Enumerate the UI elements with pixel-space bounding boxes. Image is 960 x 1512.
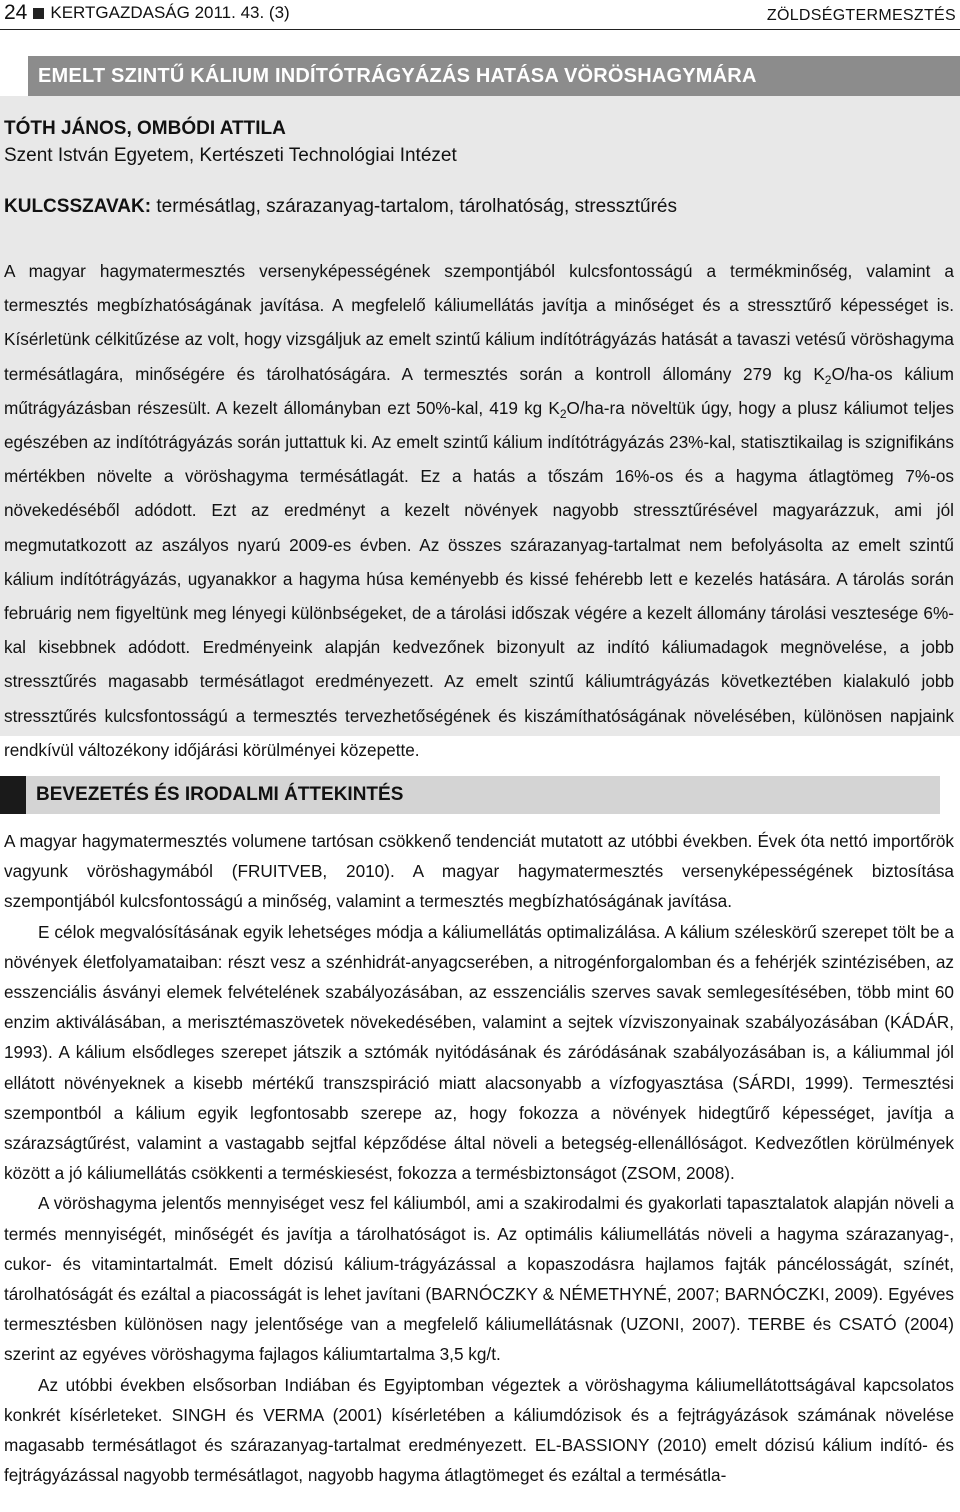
keywords bbox=[4, 194, 956, 220]
page-number: 24 bbox=[4, 1, 28, 24]
abstract-part-1: A magyar hagymatermesztés versenyképességének szempontjából kulcsfontosságú a termékminőség, valamint a termesztés megbízhatóságának javítása. A megfelelő káliumellátás javítja a minőséget és a stressztűrő képességet is. Kísérletünk célkitűzése az volt, hogy vizsgáljuk az emelt szintű kálium indítótrágyázás hatását a tavaszi vetésű vöröshagyma termésátlagára, minőségére és tárolhatóságára. A termesztés során a kontroll állomány 279 kg K bbox=[4, 261, 954, 384]
body-paragraph: E célok megvalósításának egyik lehetséges módja a káliumellátás optimalizálása. A kálium széleskörű szerepet tölt be a növények életfolyamataiban: részt vesz a szénhidrát-anyagcserében, a nitrogénforgalomban és a fehérjék szintézisében, az esszenciális ásványi elemek felvételének szabályozásában, az esszenciális szerves savak semlegesítésében, több mint 60 enzim aktiválásában, a merisztémaszövetek növekedésében, valamint a sejtek vízviszonyainak szabályozásában (KÁDÁR, 1993). A kálium elsődleges szerepet játszik a sztómák nyitódásának és záródásának szabályozásában is, a káliummal jól ellátott növényeknek a kisebb mértékű transzspiráció miatt alacsonyabb a vízfogyasztása (SÁRDI, 1999). Termesztési szempontból a kálium egyik legfontosabb szerepe az, hogy fokozza a növények hidegtűrő képességet, javítja a szárazságtűrést, valamint a vastagabb sejtfal képződése által növeli a betegség-ellenállóságot. Kedvezőtlen körülmények között a jó káliumellátás csökkenti a terméskiesést, fokozza a termésbiztonságot (ZSOM, 2008). bbox=[4, 921, 954, 1184]
body-text bbox=[4, 826, 954, 1490]
article-title: EMELT SZINTŰ KÁLIUM INDÍTÓTRÁGYÁZÁS HATÁSA VÖRÖSHAGYMÁRA bbox=[28, 56, 960, 96]
abstract-part-3: O/ha-ra növeltük úgy, hogy a plusz káliumot teljes egészében az indítótrágyázás során juttattuk ki. Az emelt szintű kálium indítótrágyázás 23%-kal, statisztikailag is szignifikáns mértékben növelte a vöröshagyma termésátlagát. Ez a hatás a tőszám 16%-os és a hagyma átlagtömeg 7%-os növekedéséből adódott. Ezt az eredményt a kezelt növények nagyobb stressztűrésével magyarázzuk, ami jól megmutatkozott az aszályos nyarú 2009-es évben. Az összes szárazanyag-tartalmat nem befolyásolta az emelt szintű kálium indítótrágyázás, ugyanakkor a hagyma húsa keményebb és kissé fehérebb lett e kezelés hatására. A tárolás során februárig nem figyeltünk meg lényegi különbségeket, de a tárolási időszak végére a kezelt állomány tárolási vesztesége 6%-kal kisebbnek adódott. Eredményeink alapján kedvezőnek bizonyult az indító káliumadagok megnövelése, a jobb stressztűrés magasabb termésátlagot eredményezett. Az emelt szintű káliumtrágyázás következtében kialakuló jobb stressztűrés kulcsfontosságú a termesztés tervezhetőségének és kiszámíthatóságának növelésében, különösen napjaink rendkívül változékony időjárási körülményei közepette. bbox=[4, 397, 954, 760]
journal-issue: KERTGAZDASÁG 2011. 43. (3) bbox=[50, 3, 290, 22]
body-paragraph: A magyar hagymatermesztés volumene tartósan csökkenő tendenciát mutatott az utóbbi években. Évek óta nettó importőrök vagyunk vöröshagymából (FRUITVEB, 2010). A magyar hagymatermesztés versenyképességének biztosítása szempontjából kulcsfontosságú a minőség, valamint a termesztés megbízhatóságának javítása. bbox=[4, 831, 954, 912]
abstract-box bbox=[0, 96, 960, 760]
running-header-left bbox=[4, 1, 290, 25]
body-paragraph: A vöröshagyma jelentős mennyiséget vesz fel káliumból, ami a szakirodalmi és gyakorlati tapasztalatok alapján növeli a termés mennyiségét, minőségét és javítja a tárolhatóságot is. Az optimális káliumellátás növeli a hagyma szárazanyag-, cukor- és vitamintartalmát. Emelt dózisú kálium-trágyázással a kopaszodásra hajlamos fajták páncélosságát, színét, tárolhatóságát és ezáltal a piacosságát is lehet javítani (BARNÓCZKY & NÉMETHYNÉ, 2007; BARNÓCZKI, 2009). Egyéves termesztésben különösen nagy jelentősége van a megfelelő káliumellátásnak (UZONI, 2007). TERBE és CSATÓ (2004) szerint az egyéves vöröshagyma fajlagos káliumtartalma 3,5 kg/t. bbox=[4, 1193, 954, 1365]
article-title-band bbox=[0, 56, 960, 96]
keywords-label: KULCSSZAVAK: bbox=[4, 196, 152, 217]
abstract-text bbox=[4, 254, 954, 767]
subscript: 2 bbox=[824, 372, 832, 387]
running-header bbox=[0, 1, 960, 30]
authors: TÓTH JÁNOS, OMBÓDI ATTILA bbox=[4, 118, 286, 139]
affiliation: Szent István Egyetem, Kertészeti Technológiai Intézet bbox=[4, 145, 457, 166]
section-category: ZÖLDSÉGTERMESZTÉS bbox=[766, 7, 956, 24]
abstract-part-2: O/ha-os kálium műtrágyázásban részesült. A kezelt állományban ezt 50%-kal, 419 kg K bbox=[4, 363, 954, 418]
keywords-list: termésátlag, szárazanyag-tartalom, tárolhatóság, stressztűrés bbox=[156, 196, 677, 217]
title-band-spacer bbox=[0, 56, 28, 96]
body-paragraph: Az utóbbi években elsősorban Indiában és Egyiptomban végeztek a vöröshagyma káliumellátottságával kapcsolatos konkrét kísérleteket. SINGH és VERMA (2001) kísérletében a káliumdózisok és a fejtrágyázások számának növelése magasabb termésátlagot és szárazanyag-tartalmat eredményezett. EL-BASSIONY (2010) emelt dózisú kálium indító- és fejtrágyázással nagyobb termésátlagot, nagyobb hagyma átlagtömeget és ezáltal a termésátla- bbox=[4, 1374, 954, 1486]
square-bullet-icon bbox=[33, 8, 44, 19]
subscript: 2 bbox=[559, 406, 567, 421]
section-heading: BEVEZETÉS ÉS IRODALMI ÁTTEKINTÉS bbox=[26, 776, 940, 814]
section-marker bbox=[0, 776, 26, 814]
section-heading-band bbox=[0, 776, 940, 814]
